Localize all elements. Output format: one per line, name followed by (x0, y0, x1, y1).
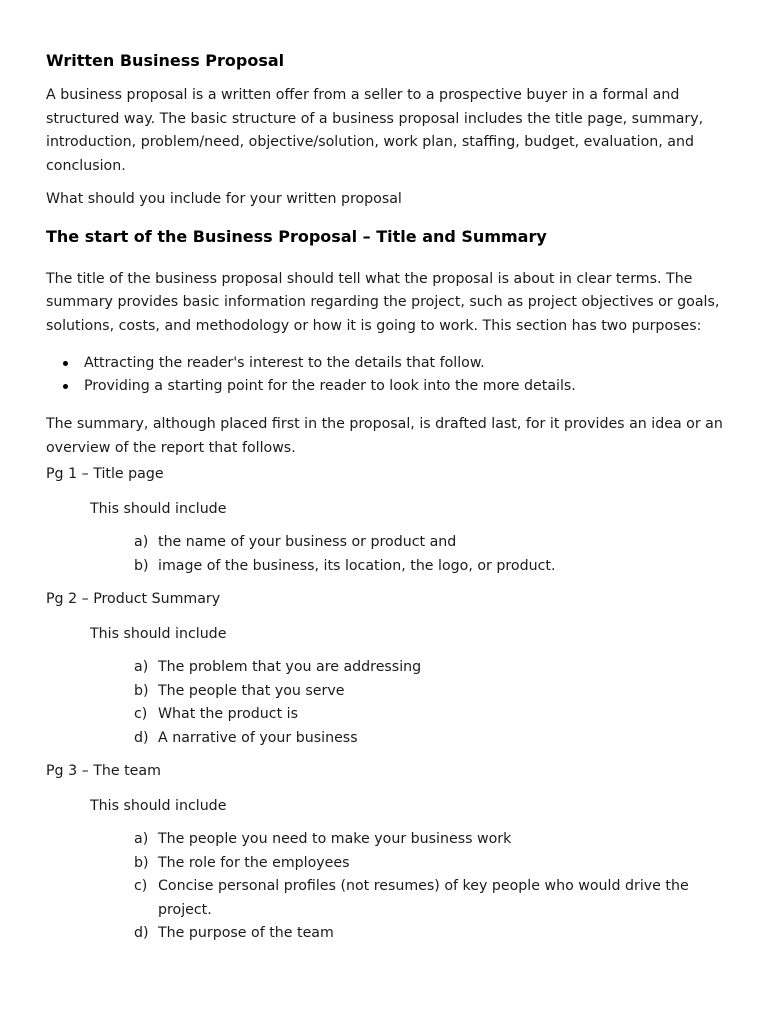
page-3-item-list (46, 828, 736, 946)
list-item: b) image of the business, its location, the logo, or product. (134, 557, 556, 574)
list-item: d) A narrative of your business (134, 729, 358, 746)
page-2-item-list (46, 656, 736, 750)
page-2-heading: Pg 2 – Product Summary (46, 591, 221, 607)
document-page (46, 50, 736, 956)
bullet-icon (63, 361, 68, 366)
bullet-item: Providing a starting point for the reader to look into the more details. (46, 375, 736, 398)
section-heading: The start of the Business Proposal – Title and Summary (46, 226, 547, 246)
bullet-item: Attracting the reader's interest to the details that follow. (46, 352, 736, 375)
list-item: a) The people you need to make your business work (134, 831, 512, 847)
page-1-heading: Pg 1 – Title page (46, 466, 164, 482)
question-paragraph: What should you include for your written proposal (46, 191, 402, 207)
list-item: a) the name of your business or product and (134, 534, 457, 550)
summary-note-paragraph: The summary, although placed first in the proposal, is drafted last, for it provides an idea or an overview of the report that follows. (46, 416, 723, 456)
bullet-icon (63, 384, 68, 389)
page-1-item-list (46, 531, 736, 578)
section-intro-paragraph: The title of the business proposal should tell what the proposal is about in clear terms. The summary provides basic information regarding the project, such as project objectives or goals, solutions, costs, and methodology or how it is going to work. This section has two purposes: (46, 270, 720, 334)
page-3-heading: Pg 3 – The team (46, 763, 161, 779)
list-item: b) The people that you serve (134, 682, 345, 699)
page-2-include-label: This should include (90, 625, 227, 642)
document-title: Written Business Proposal (46, 51, 285, 70)
purpose-bullet-list (46, 352, 736, 397)
page-1-include-label: This should include (90, 500, 227, 517)
list-item: a) The problem that you are addressing (134, 659, 422, 675)
list-item: b) The role for the employees (134, 854, 350, 871)
page-3-include-label: This should include (90, 797, 227, 814)
list-item: c) What the product is (134, 706, 298, 722)
list-item: d) The purpose of the team (134, 925, 334, 941)
list-item: c) Concise personal profiles (not resumes) of key people who would drive the project. (134, 878, 689, 918)
intro-paragraph: A business proposal is a written offer from a seller to a prospective buyer in a formal and structured way. The basic structure of a business proposal includes the title page, summary, introduction, problem/need, objective/solution, work plan, staffing, budget, evaluation, and conclusion. (46, 87, 704, 174)
